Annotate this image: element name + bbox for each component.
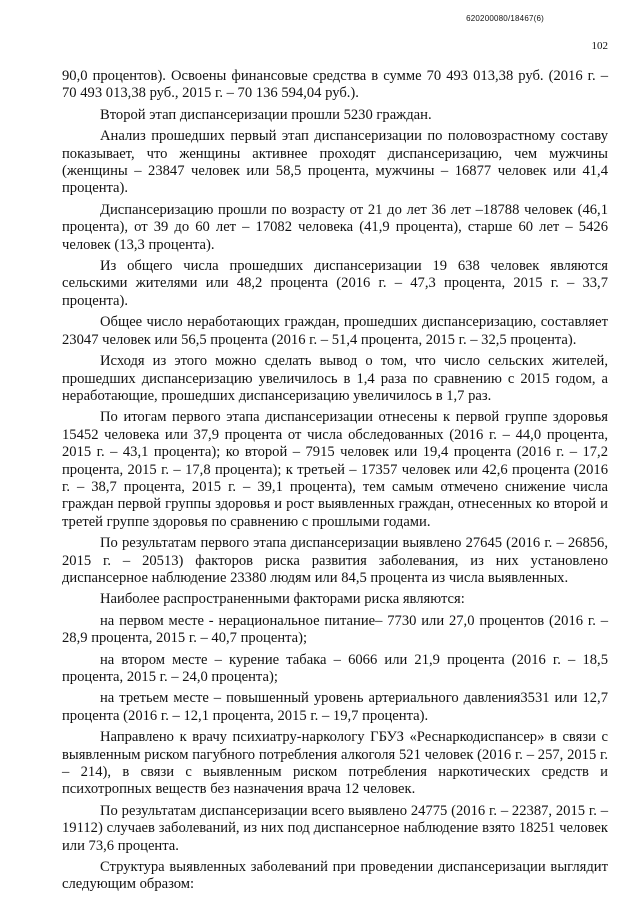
document-id: 620200080/18467(6) [466,14,544,23]
paragraph: Наиболее распространенными факторами риска являются: [100,591,465,608]
paragraph: Диспансеризацию прошли по возрасту от 21 до лет 36 лет –18788 человек (46,1 процента), от 39 до 60 лет – 17082 человека (41,9 процента), старше 60 лет – 5426 человек (13,3 процента). [62,201,608,253]
page-number: 102 [591,40,608,52]
paragraph: Структура выявленных заболеваний при проведении диспансеризации выглядит следующим образом: [62,859,608,893]
paragraph: Общее число неработающих граждан, прошедших диспансеризацию, составляет 23047 человек или 56,5 процента (2016 г. – 51,4 процента, 2015 г. – 32,5 процента). [62,314,608,348]
paragraph: на третьем месте – повышенный уровень артериального давления3531 или 12,7 процента (2016 г. – 12,1 процента, 2015 г. – 19,7 процента). [62,690,608,724]
paragraph: По результатам диспансеризации всего выявлено 24775 (2016 г. – 22387, 2015 г. – 19112) случаев заболеваний, из них под диспансерное наблюдение взято 18251 человек или 73,6 процента. [62,802,608,854]
document-body [62,68,608,898]
paragraph: Второй этап диспансеризации прошли 5230 граждан. [100,106,432,123]
paragraph: По результатам первого этапа диспансеризации выявлено 27645 (2016 г. – 26856, 2015 г. – 20513) факторов риска развития заболевания, из них установлено диспансерное наблюдение 23380 людям или 84,5 процента из числа выявленных. [62,535,608,586]
paragraph: на втором месте – курение табака – 6066 или 21,9 процента (2016 г. – 18,5 процента, 2015 г. – 24,0 процента); [62,651,608,685]
paragraph: на первом месте - нерациональное питание– 7730 или 27,0 процентов (2016 г. – 28,9 процента, 2015 г. – 40,7 процента); [62,612,608,647]
paragraph: Направлено к врачу психиатру-наркологу ГБУЗ «Реснаркодиспансер» в связи с выявленным риском пагубного потребления алкоголя 521 человек (2016 г. – 257, 2015 г. – 214), в связи с выявленным риском потребления наркотических средств и психотропных веществ без назначения врача 12 человек. [62,729,608,798]
paragraph: По итогам первого этапа диспансеризации отнесены к первой группе здоровья 15452 человека или 37,9 процента от числа обследованных (2016 г. – 44,0 процента, 2015 г. – 43,1 процента); ко второй – 7915 человек или 19,4 процента (2016 г. – 17,2 процента, 2015 г. – 17,8 процента); к третьей – 17357 человек или 42,6 процента (2016 г. – 38,7 процента, 2015 г. – 39,1 процента), тем самым отмечено снижение числа граждан первой группы здоровья и рост выявленных граждан, отнесенных ко второй и третей группе здоровья по сравнению с прошлыми годами. [62,409,608,530]
paragraph: Из общего числа прошедших диспансеризации 19 638 человек являются сельскими жителями или 48,2 процента (2016 г. – 47,3 процента, 2015 г. – 33,7 процента). [62,258,608,309]
paragraph: Анализ прошедших первый этап диспансеризации по половозрастному составу показывает, что женщины активнее проходят диспансеризацию, чем мужчины (женщины – 23847 человек или 58,5 процента, мужчины – 16877 человек или 41,4 процента). [62,128,608,197]
paragraph: Исходя из этого можно сделать вывод о том, что число сельских жителей, прошедших диспансеризацию увеличилось в 1,4 раза по сравнению с 2015 годом, а неработающие, прошедших диспансеризацию увеличилось в 1,7 раз. [62,353,608,404]
paragraph: 90,0 процентов). Освоены финансовые средства в сумме 70 493 013,38 руб. (2016 г. – 70 493 013,38 руб., 2015 г. – 70 136 594,04 руб.). [62,68,608,102]
